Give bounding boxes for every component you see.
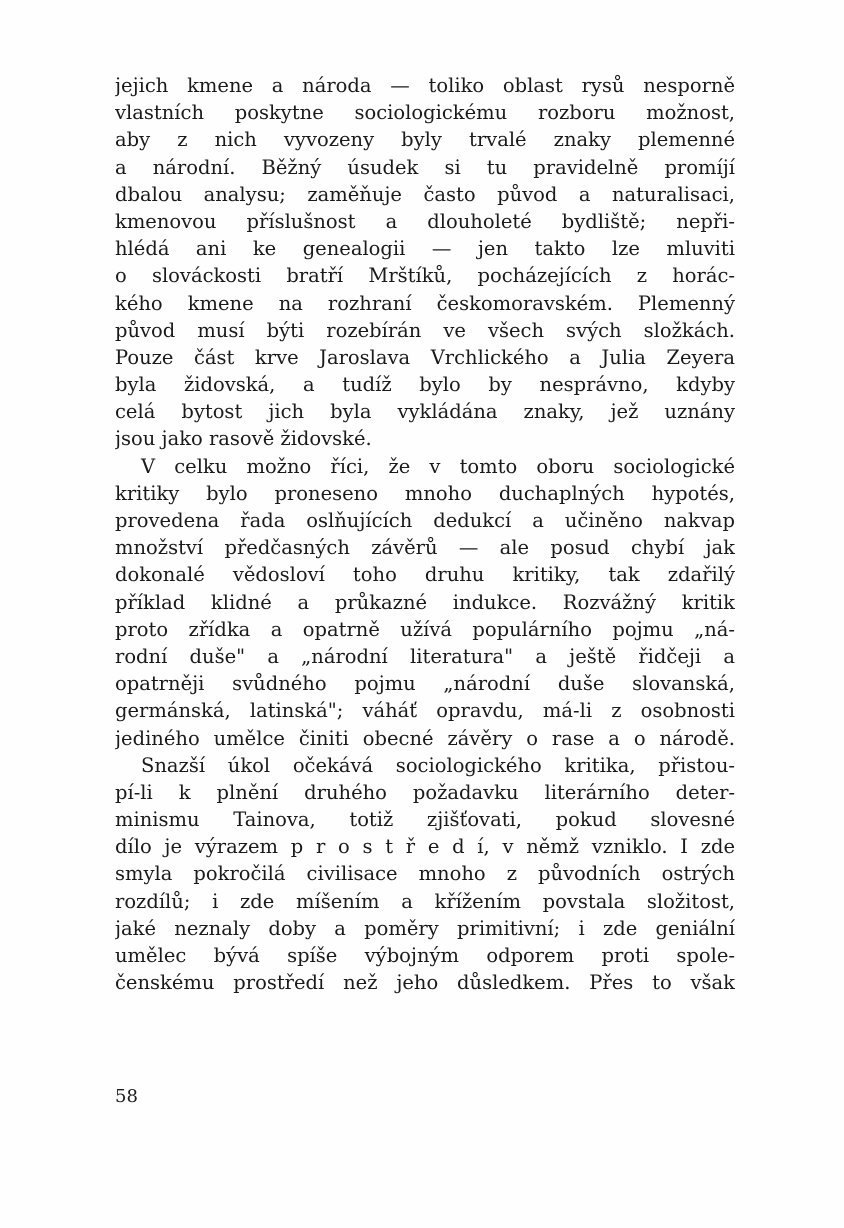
text-line: jsou jako rasově židovské. [115,427,372,451]
text-line: aby z nich vyvozeny byly trvalé znaky plemenné [115,128,735,152]
text-line: dokonalé vědosloví toho druhu kritiky, tak zdařilý [115,563,735,587]
text-line: jaké neznaly doby a poměry primitivní; i zde geniální [115,916,735,940]
text-line: umělec bývá spíše výbojným odporem proti spole- [115,944,735,967]
text-line: V celku možno říci, že v tomto oboru sociologické [141,454,735,478]
text-line: rozdílů; i zde míšením a křížením povstala složitost, [115,889,735,913]
text-line: jejich kmene a národa — toliko oblast rysů nesporně [115,74,735,97]
text-line: smyla pokročilá civilisace mnoho z původních ostrých [115,862,735,886]
text-line: proto zřídka a opatrně užívá populárního pojmu „ná- [115,617,735,641]
text-line: Snazší úkol očekává sociologického kritika, přistou- [141,753,735,777]
text-line: množství předčasných závěrů — ale posud chybí jak [115,536,735,560]
text-line: dbalou analysu; zaměňuje často původ a naturalisaci, [115,182,735,206]
text-line: dílo je výrazem p r o s t ř e d í, v němž vzniklo. I zde [115,835,735,859]
text-line: příklad klidné a průkazné indukce. Rozvážný kritik [115,590,735,614]
text-line: provedena řada oslňujících dedukcí a učiněno nakvap [115,509,735,532]
text-line: a národní. Běžný úsudek si tu pravidelně promíjí [115,155,735,179]
text-line: germánská, latinská"; váháť opravdu, má-li z osobnosti [115,699,735,723]
text-line: pí-li k plnění druhého požadavku literárního deter- [115,780,735,804]
page-number: 58 [115,1086,138,1107]
text-line: původ musí býti rozebírán ve všech svých složkách. [115,318,735,342]
text-line: jediného umělce činiti obecné závěry o rase a o národě. [115,726,735,750]
text-line: celá bytost jich byla vykládána znaky, jež uznány [115,400,735,424]
text-line: o slováckosti bratří Mrštíků, pocházejících z horác- [115,264,735,288]
text-line: Pouze část krve Jaroslava Vrchlického a Julia Zeyera [115,345,735,369]
text-line: kritiky bylo proneseno mnoho duchaplných hypotés, [115,481,735,505]
text-line: kého kmene na rozhraní českomoravském. Plemenný [115,291,735,315]
text-line: kmenovou příslušnost a dlouholeté bydliště; nepři- [115,209,735,233]
body-text [115,72,735,996]
text-line: vlastních poskytne sociologickému rozboru možnost, [115,101,735,125]
text-line: čenskému prostředí než jeho důsledkem. Přes to však [115,971,735,995]
text-line: hlédá ani ke genealogii — jen takto lze mluviti [115,237,735,261]
text-line: rodní duše" a „národní literatura" a ještě řidčeji a [115,644,735,668]
text-line: minismu Tainova, totiž zjišťovati, pokud slovesné [115,808,735,832]
text-line: byla židovská, a tudíž bylo by nesprávno, kdyby [115,373,735,397]
text-line: opatrněji svůdného pojmu „národní duše slovanská, [115,672,735,696]
